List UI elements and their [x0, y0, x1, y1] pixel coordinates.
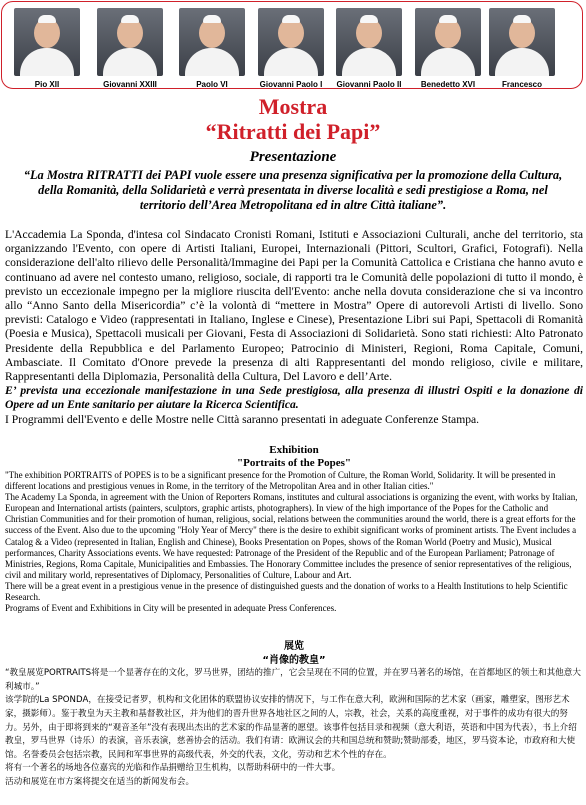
- portrait-name: Benedetto XVI: [420, 80, 476, 89]
- portrait-giovanni-paolo-i: [256, 8, 326, 89]
- page-title-line1: Mostra: [258, 94, 328, 119]
- chinese-paragraph-press: 活动和展览在市方案将提交在适当的新闻发布会。: [5, 776, 195, 787]
- portrait-giovanni-xxiii: [95, 8, 165, 89]
- english-paragraph-main: The Academy La Sponda, in agreement with the Union of Reporters Romans, institutes and cultural associations is organizing the event, with works by Italian, European and International artists (painters, sculptors, graphic artists, photographers). In view of the high importance of the Popes for the Catholic and Christian Communities and for their promotion of human, religious, social, relations between the communities around the world, there is a great efforts for the success of the Event. Also due to the upcoming "Holy Year of Mercy" there is the desire to exhibit significant works of prominent artists. The Event includes a Catalog & a Video (represented in Italian, English and Chinese), Books Presentation on Popes, shows of the Roman World (Poetry and Music), Musical performances, Charity Associations events. We have requested: Patronage of the President of the Republic and of the European Parliament; Patronage of Ministries, Regions, Roma Capitale, Municipalities and Embassies. The Honorary Committee includes the presence of senior representatives of the religious, civil and military world, representatives of Diplomacy, Personalities of Culture, Labour and Art.: [5, 492, 578, 580]
- chinese-heading: 展览: [284, 641, 304, 652]
- italian-paragraph-event: E’ prevista una eccezionale manifestazione in una Sede prestigiosa, alla presenza di illustri Ospiti e la donazione di Opere ad un Ente sanitario per aiutare la Ricerca Scientifica.: [5, 384, 583, 412]
- portrait-photo: [336, 8, 402, 76]
- portrait-photo: [14, 8, 80, 76]
- english-heading: Exhibition: [269, 444, 319, 456]
- portrait-francesco: [487, 8, 557, 89]
- chinese-paragraph-main: 该学院的La SPONDA，在接受记者罗，机构和文化团体的联盟协议安排的情况下，与工作在意大利，欧洲和国际的艺术家（画家，雕塑家，图形艺术家，摄影师）。鉴于教皇为天主教和基督教社区，并为他们的晋升世界各地社区之间的人，宗教，社会，关系的高度重视，对于事件的成功有很大的努力。另外，由于即将到来的“观音圣年”没有表现出杰出的艺术家的作品显著的愿望。该事件包括目录和视频（意大利语，英语和中国为代表），书上介绍教皇，罗马世界（诗乐）的表演，音乐表演，慈善协会的活动。我们有请：欧洲议会的共和国总统和赞助;赞助部委，地区，罗马资本论，市政府和大使馆。名誉委员会包括宗教，民间和军事世界的高级代表，外交的代表，文化，劳动和艺术个性的存在。: [5, 695, 577, 760]
- chinese-paragraph-event: 将有一个著名的场地各位嘉宾的光临和作品捐赠给卫生机构，以帮助科研中的一件大事。: [5, 763, 341, 774]
- portrait-name: Giovanni Paolo II: [336, 80, 402, 89]
- portrait-benedetto-xvi: [413, 8, 483, 89]
- english-section: [5, 444, 583, 614]
- portrait-photo: [258, 8, 324, 76]
- portrait-photo: [179, 8, 245, 76]
- chinese-section: [5, 640, 583, 790]
- portrait-photo: [415, 8, 481, 76]
- portrait-photo: [489, 8, 555, 76]
- english-paragraph-intro: "The exhibition PORTRAITS of POPES is to be a significant presence for the Promotion of Culture, the Roman World, Solidarity. It will be presented in different locations and prestigious venues in Rome, in the territory of the Metropolitan Area and in other Italian cities.": [5, 470, 556, 492]
- italian-section: [5, 228, 583, 427]
- page-subtitle: Presentazione: [249, 149, 337, 165]
- portrait-name: Giovanni XXIII: [103, 80, 157, 89]
- portrait-name: Paolo VI: [196, 80, 228, 89]
- portrait-name: Pio XII: [34, 80, 60, 89]
- english-subheading: "Portraits of the Popes": [237, 457, 351, 469]
- italian-paragraph-press: I Programmi dell'Evento e delle Mostre nelle Città saranno presentati in adeguate Conferenze Stampa.: [5, 412, 480, 426]
- english-paragraph-press: Programs of Event and Exhibitions in City will be presented in adequate Press Conferences.: [5, 603, 337, 614]
- chinese-paragraph-intro: “教皇展览PORTRAITS将是一个显著存在的文化，罗马世界，团结的推广，它会呈现在不同的位置，并在罗马著名的场馆，在首都地区的领土和其他意大利城市。”: [5, 668, 581, 692]
- portrait-pio-xii: [12, 8, 82, 89]
- portrait-name: Francesco: [501, 80, 543, 89]
- portrait-name: Giovanni Paolo I: [259, 80, 323, 89]
- italian-paragraph-main: L'Accademia La Sponda, d'intesa col Sindacato Cronisti Romani, Istituti e Associazioni Culturali, anche del territorio, sta organizzando l'Evento, con opere di Artisti Italiani, Europei, Internazionali (Pittori, Scultori, Grafici, Fotografi). Nella considerazione dell'alto rilievo delle Personalità/Immagine dei Papi per la Comunità Cattolica e Cristiana che hanno avuto e continuano ad avere nel contesto umano, religioso, sociale, di rapporti tra le Comunità delle popolazioni di tutto il mondo, è previsto un eccezionale impegno per la migliore riuscita dell'Evento: anche nella dovuta considerazione che si va incontro allo “Anno Santo della Misericordia” c’è la volontà di “mettere in Mostra” Opere di autorevoli Artisti di livello. Sono previsti: Catalogo e Video (rappresentati in Italiano, Inglese e Cinese), Presentazione Libri sui Papi, Spettacoli di Romanità (Poesia e Musica), Spettacoli musicali per Giovani, Festa di Associazioni di Solidarietà. Sono stati richiesti: Alto Patronato Presidente della Repubblica e del Parlamento Europeo; Patrocinio di Ministeri, Regioni, Roma Capitale, Comuni, Ambasciate. Il Comitato d'Onore prevede la presenza di alti Rappresentanti del mondo religioso, civile e militare, Rappresentanti della Diplomazia, Personalità della Cultura, Del Lavoro e dell’Arte.: [5, 228, 583, 384]
- portrait-giovanni-paolo-ii: [334, 8, 404, 89]
- portrait-banner: [1, 1, 583, 89]
- english-paragraph-event: There will be a great event in a prestigious venue in the presence of distinguished guests and the donation of works to a Health Institutions to help Scientific Research.: [5, 580, 568, 603]
- chinese-subheading: “肖像的教皇”: [262, 654, 326, 666]
- page-title-line2: “Ritratti dei Papi”: [205, 119, 381, 144]
- portrait-paolo-vi: [177, 8, 247, 89]
- intro-statement: “La Mostra RITRATTI dei PAPI vuole essere una presenza significativa per la promozione della Cultura, della Romanità, della Solidarietà e verrà presentata in diverse località e sedi prestigiose a Roma, nel territorio dell’Area Metropolitana ed in altre Città italiane”.: [23, 168, 563, 212]
- portrait-photo: [97, 8, 163, 76]
